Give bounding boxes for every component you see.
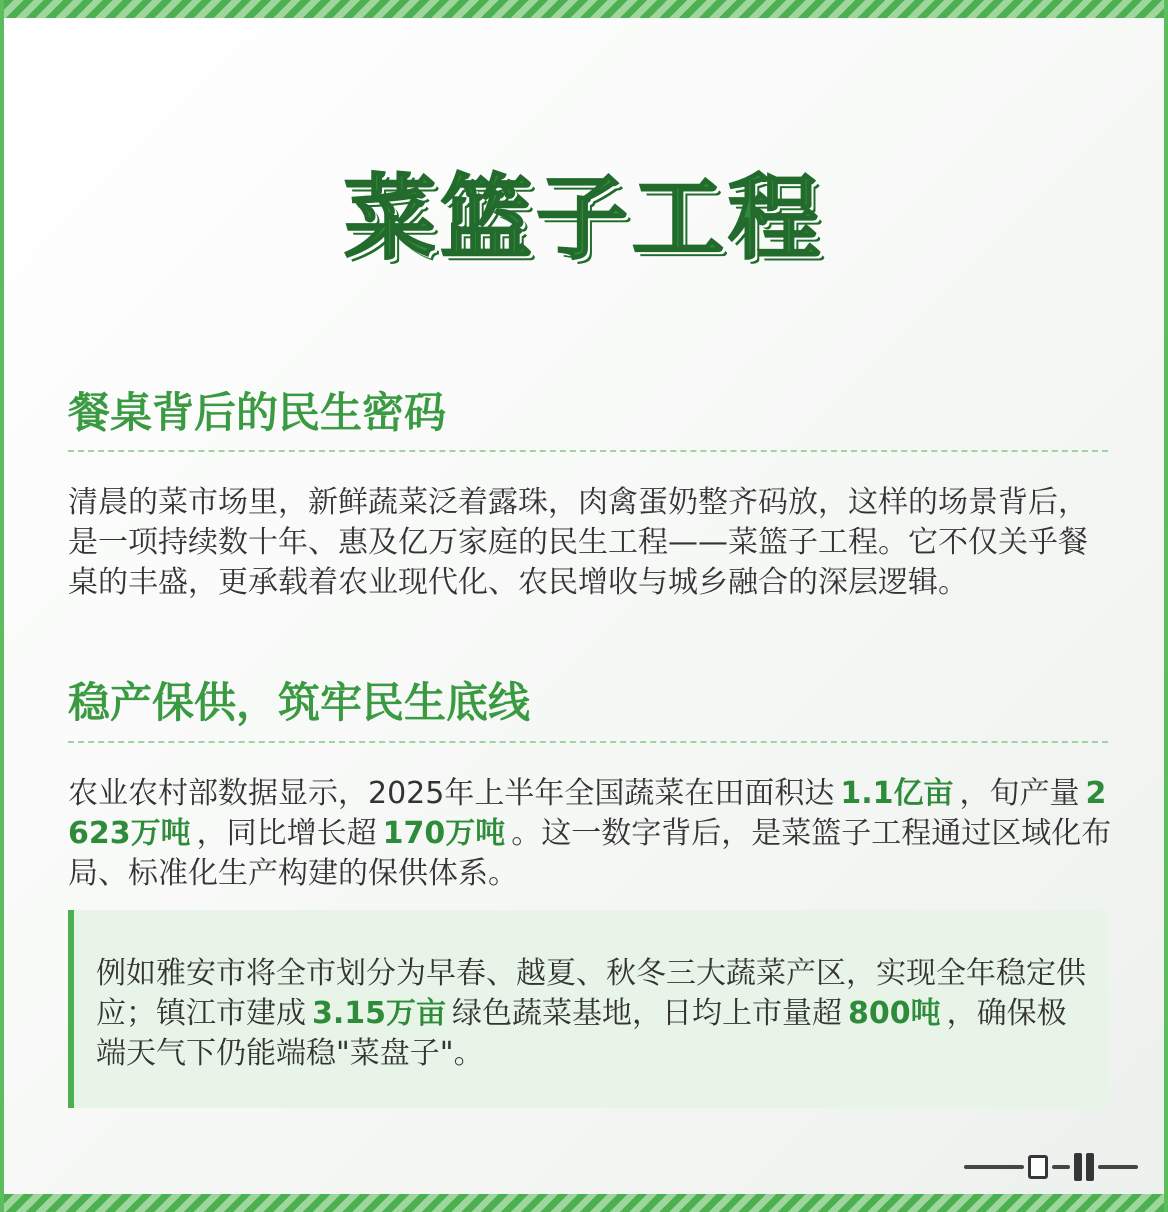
watermark-stroke xyxy=(1098,1165,1138,1169)
highlight-base-area: 3.15万亩 xyxy=(312,996,447,1031)
page-title: 菜篮子工程 xyxy=(343,165,824,272)
watermark-stroke xyxy=(1052,1165,1070,1169)
bottom-stripe-border xyxy=(4,1194,1164,1212)
section-divider-2 xyxy=(68,741,1108,743)
watermark-logo-icon xyxy=(918,1150,1138,1184)
paragraph-text: 。这一数字背后，是菜篮子工程通过区域化布局、标准化生产构建的保供体系。 xyxy=(68,816,1112,891)
quote-text: ，确保极端天气下仍能端稳"菜盘子"。 xyxy=(96,996,1067,1071)
watermark-stroke xyxy=(1074,1153,1082,1181)
section-paragraph-2 xyxy=(68,774,1113,894)
watermark-stroke xyxy=(1086,1153,1094,1181)
section-heading-2: 稳产保供，筑牢民生底线 xyxy=(68,678,531,727)
quote-text: 例如雅安市将全市划分为早春、越夏、秋冬三大蔬菜产区，实现全年稳定供应；镇江市建成 xyxy=(96,956,1086,1031)
highlight-output: 2623万吨 xyxy=(68,776,1107,851)
watermark-block xyxy=(1028,1155,1048,1179)
quote-text: 绿色蔬菜基地，日均上市量超 xyxy=(452,996,843,1031)
paragraph-text: ，同比增长超 xyxy=(196,816,377,851)
top-stripe-border xyxy=(4,0,1164,18)
paragraph-text: ，旬产量 xyxy=(959,776,1080,811)
highlight-growth: 170万吨 xyxy=(382,816,506,851)
highlight-daily-supply: 800吨 xyxy=(848,996,941,1031)
example-quote-box xyxy=(68,910,1108,1108)
highlight-area: 1.1亿亩 xyxy=(840,776,954,811)
paragraph-text: 农业农村部数据显示，2025年上半年全国蔬菜在田面积达 xyxy=(68,776,835,811)
watermark-stroke xyxy=(964,1165,1024,1169)
section-divider-1 xyxy=(68,450,1108,452)
section-heading-1: 餐桌背后的民生密码 xyxy=(68,388,447,437)
section-paragraph-1: 清晨的菜市场里，新鲜蔬菜泛着露珠，肉禽蛋奶整齐码放，这样的场景背后，是一项持续数十年、惠及亿万家庭的民生工程——菜篮子工程。它不仅关乎餐桌的丰盛，更承载着农业现代化、农民增收与城乡融合的深层逻辑。 xyxy=(68,485,1088,600)
